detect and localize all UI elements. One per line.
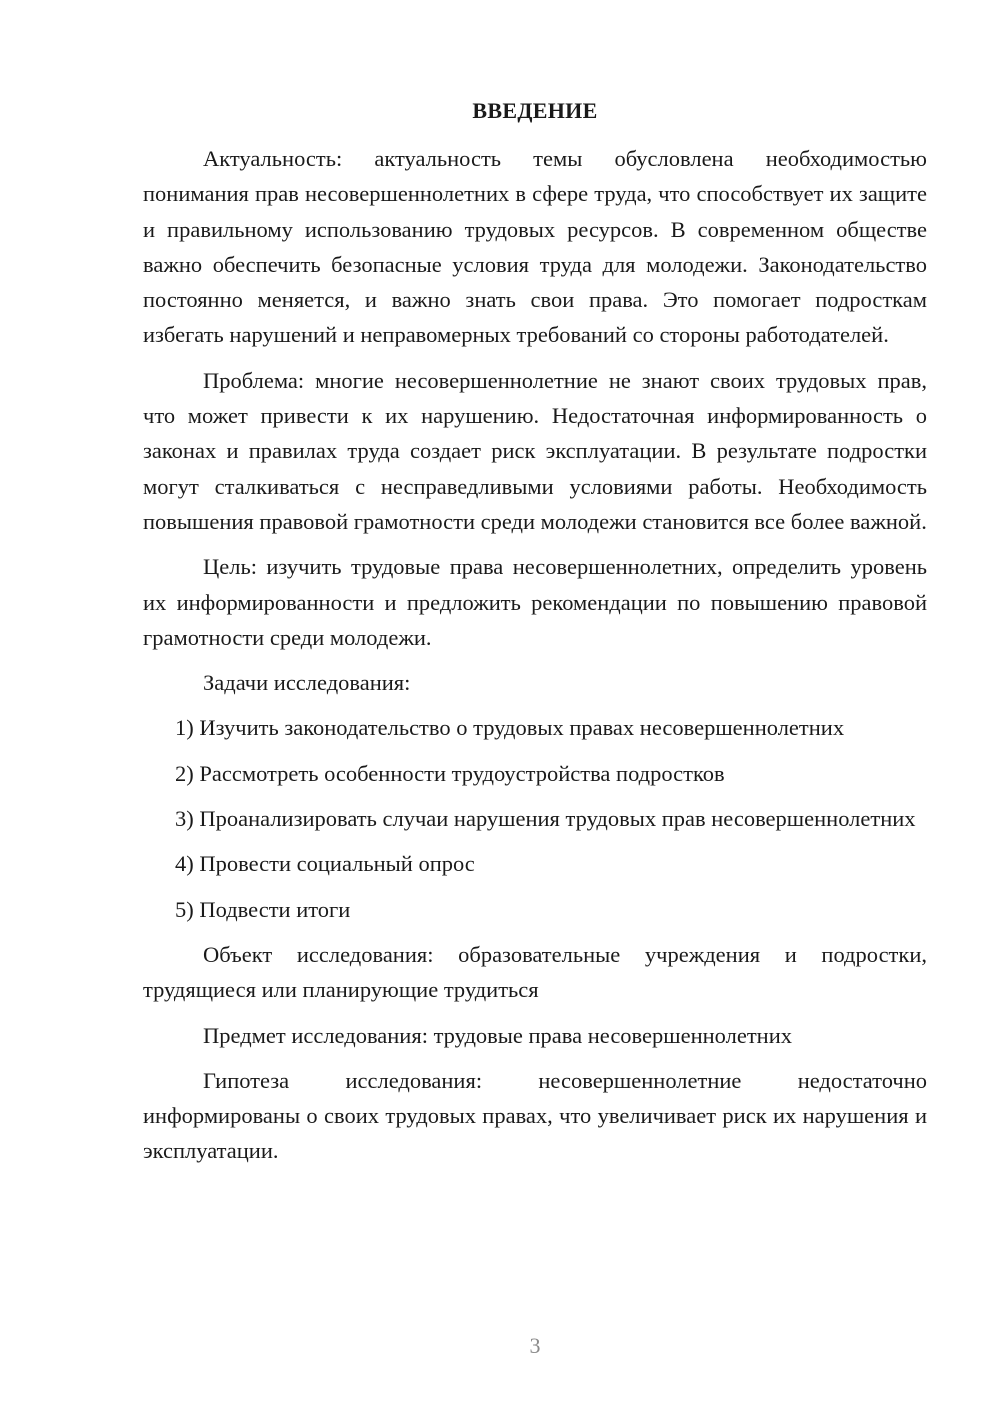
goal-paragraph: Цель: изучить трудовые права несовершеннолетних, определить уровень их информированности и предложить рекомендации по повышению правовой грамотности среди молодежи. <box>143 554 927 650</box>
task-item-3: 3) Проанализировать случаи нарушения трудовых прав несовершеннолетних <box>175 806 916 832</box>
subject-paragraph: Предмет исследования: трудовые права несовершеннолетних <box>203 1022 793 1048</box>
page-content <box>143 96 927 1179</box>
task-item-2: 2) Рассмотреть особенности трудоустройства подростков <box>175 760 725 786</box>
page-number: 3 <box>529 1333 541 1358</box>
task-item-4: 4) Провести социальный опрос <box>175 851 475 877</box>
task-item-1: 1) Изучить законодательство о трудовых правах несовершеннолетних <box>175 715 845 741</box>
task-item-5: 5) Подвести итоги <box>175 896 351 922</box>
object-paragraph: Объект исследования: образовательные учреждения и подростки, трудящиеся или планирующие трудиться <box>143 941 927 1003</box>
relevance-paragraph: Актуальность: актуальность темы обусловлена необходимостью понимания прав несовершеннолетних в сфере труда, что способствует их защите и правильному использованию трудовых ресурсов. В современном обществе важно обеспечить безопасные условия труда для молодежи. Законодательство постоянно меняется, и важно знать свои права. Это помогает подросткам избегать нарушений и неправомерных требований со стороны работодателей. <box>143 146 927 348</box>
hypothesis-paragraph: Гипотеза исследования: несовершеннолетние недостаточно информированы о своих трудовых правах, что увеличивает риск их нарушения и эксплуатации. <box>143 1067 927 1164</box>
tasks-title: Задачи исследования: <box>203 670 411 696</box>
problem-paragraph: Проблема: многие несовершеннолетние не знают своих трудовых прав, что может привести к их нарушению. Недостаточная информированность о законах и правилах труда создает риск эксплуатации. В результате подростки могут сталкиваться с несправедливыми условиями работы. Необходимость повышения правовой грамотности среди молодежи становится все более важной. <box>143 367 927 534</box>
section-heading: ВВЕДЕНИЕ <box>472 98 598 123</box>
